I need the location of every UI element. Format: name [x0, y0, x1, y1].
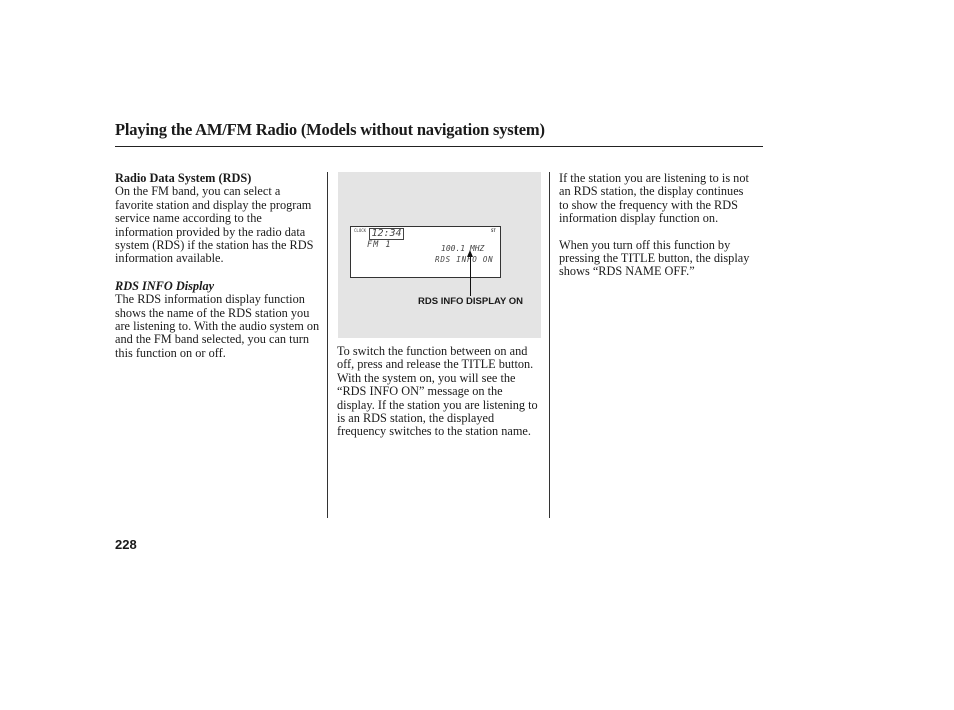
clock-readout [369, 228, 404, 240]
figure-caption: RDS INFO DISPLAY ON [418, 296, 524, 307]
display-illustration [338, 172, 541, 338]
rds-info-paragraph: The RDS information display function shows the name of the RDS station you are listening to. With the audio system on and the FM band selected, you can turn this function on or off. [115, 292, 320, 360]
frequency-readout: 100.1 MHZ [441, 244, 485, 253]
page-title: Playing the AM/FM Radio (Models without navigation system) [115, 120, 545, 139]
column-divider-2 [549, 172, 550, 518]
pointer-arrow-line [470, 254, 471, 296]
radio-lcd-display [350, 226, 501, 278]
toggle-instructions-paragraph: To switch the function between on and off, press and release the TITLE button. With the system on, you will see the “RDS INFO ON” message on the display. If the station you are listening to is an RDS station, the displayed frequency switches to the station name. [337, 344, 538, 439]
band-indicator: FM 1 [367, 240, 392, 250]
page-number: 228 [115, 537, 137, 552]
column-middle [337, 345, 543, 439]
rds-intro-paragraph: On the FM band, you can select a favorite station and display the program service name according to the information provided by the radio data system (RDS) if the station has the RDS information available. [115, 184, 314, 266]
stereo-indicator: ST [491, 228, 496, 233]
title-rule [115, 146, 763, 147]
clock-tag: CLOCK [354, 228, 367, 233]
non-rds-paragraph: If the station you are listening to is not an RDS station, the display continues to show the frequency with the RDS information display function on. [559, 171, 749, 226]
clock-text: 12:34 [371, 228, 402, 239]
column-right [559, 172, 753, 279]
rds-status-text: RDS INFO ON [435, 255, 494, 264]
rds-info-subheading: RDS INFO Display [115, 278, 215, 293]
column-divider-1 [327, 172, 328, 518]
column-left [115, 172, 320, 360]
section-heading: Radio Data System (RDS) [115, 171, 252, 185]
turn-off-paragraph: When you turn off this function by pressing the TITLE button, the display shows “RDS NAME OFF.” [559, 237, 750, 279]
